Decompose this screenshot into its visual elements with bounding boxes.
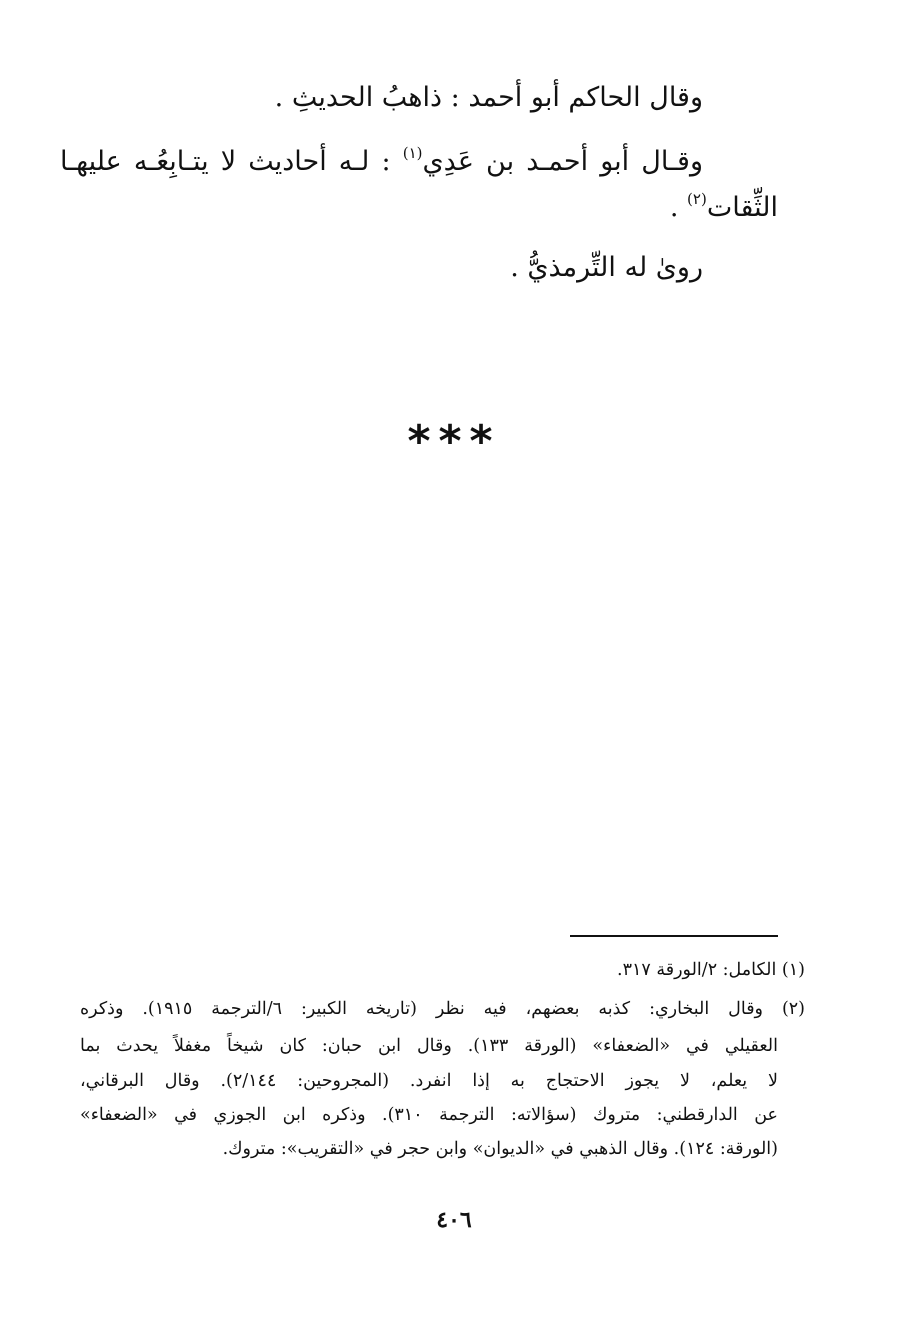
page-number: ٤٠٦ [436, 1207, 472, 1233]
main-text-line-4 [510, 250, 703, 286]
footnote-1: (١) الكامل: ٢/الورقة ٣١٧. [617, 960, 805, 980]
footnote-2-line-4: عن الدارقطني: متروك (سؤالاته: الترجمة ٣١٠). وذكره ابن الجوزي في «الضعفاء» [80, 1105, 778, 1125]
main-text-line-4-text: روىٰ له التِّرمذيُّ . [510, 252, 703, 283]
main-text-line-3-text: الثِّقات [706, 192, 778, 223]
footnote-2-line-5: (الورقة: ١٢٤). وقال الذهبي في «الديوان» وابن حجر في «التقريب»: متروك. [222, 1139, 778, 1159]
main-text-line-1-text: وقال الحاكم أبو أحمد : ذاهبُ الحديثِ . [274, 82, 703, 113]
main-text-line-3 [670, 190, 778, 229]
main-text-line-2-rest: : لـه أحاديث لا يتـابِعُـه عليهـا [60, 146, 391, 177]
footnote-2-line-2: العقيلي في «الضعفاء» (الورقة ١٣٣). وقال ابن حبان: كان شيخاً مغفلاً يحدث بما [80, 1036, 778, 1056]
main-text-line-1 [275, 80, 703, 116]
footnote-divider [570, 935, 778, 937]
footnote-ref-2: (٢) [687, 190, 707, 208]
main-text-line-2 [60, 144, 703, 183]
main-text-line-2-text: وقـال أبو أحمـد بن عَدِي [422, 146, 703, 177]
main-text-line-3-rest: . [669, 192, 679, 223]
section-separator: *** [407, 416, 501, 467]
footnote-2-line-1: (٢) وقال البخاري: كذبه بعضهم، فيه نظر (تاريخه الكبير: ٦/الترجمة ١٩١٥). وذكره [80, 999, 805, 1019]
footnote-2-line-3: لا يعلم، لا يجوز الاحتجاج به إذا انفرد. (المجروحين: ٢/١٤٤). وقال البرقاني، [80, 1071, 778, 1091]
footnote-ref-1: (١) [402, 144, 423, 162]
